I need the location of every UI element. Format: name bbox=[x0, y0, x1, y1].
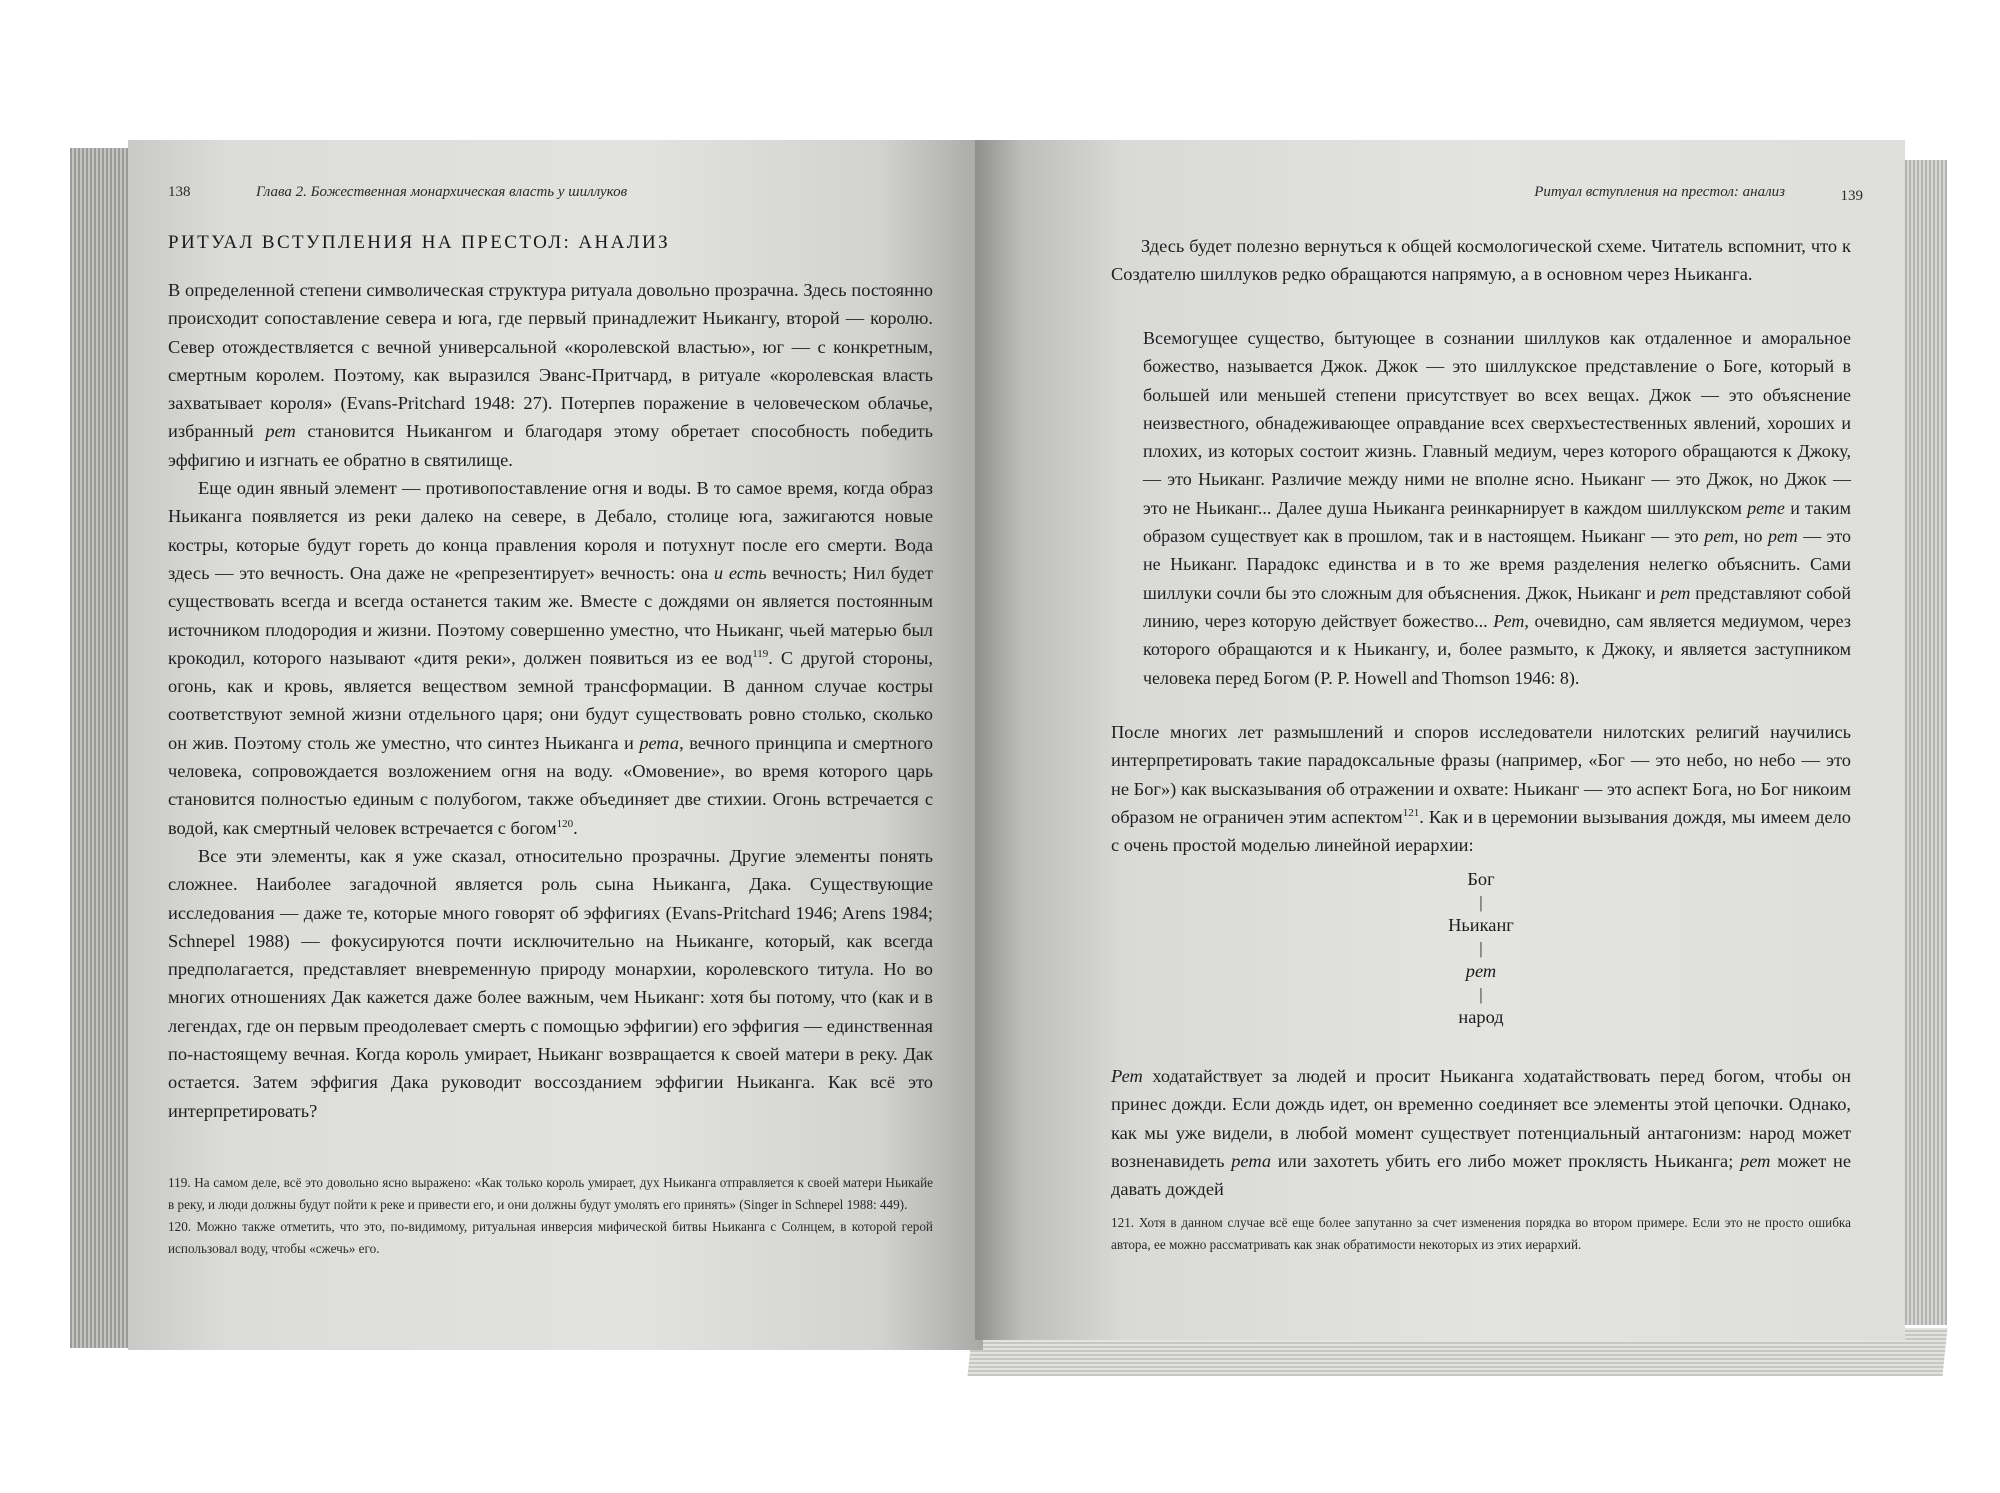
right-page bbox=[975, 140, 1905, 1340]
footnote-ref[interactable]: 121 bbox=[1402, 806, 1420, 819]
page-number: 139 bbox=[1840, 188, 1863, 204]
footnote: 119. На самом деле, всё это довольно ясно выражено: «Как только король умирает, дух Ньиканга отправляется к своей матери Ньикайе в реку, и люди должны будут пойти к реке и привести его, и они должны будут умолять его принять» (Singer in Schnepel 1988: 449). bbox=[168, 1175, 933, 1212]
paragraph: Все эти элементы, как я уже сказал, относительно прозрачны. Другие элементы понять сложнее. Наиболее загадочной является роль сына Ньиканга, Дака. Существующие исследования — даже те, которые много говорят об эффигиях (Evans-Pritchard 1946; Arens 1984; Schnepel 1988) — фокусируются почти исключительно на Ньиканге, который, как всегда предполагается, представляет вневременную природу монархии, королевского титула. Но во многих отношениях Дак кажется даже более важным, чем Ньиканг: хотя бы потому, что (как и в легендах, где он первым преодолевает смерть с помощью эффигии) его эффигия — единственная по-настоящему вечная. Когда король умирает, Ньиканг возвращается к своей матери в реку. Дак остается. Затем эффигия Дака руководит воссозданием эффигии Ньиканга. Как всё это интерпретировать? bbox=[168, 845, 933, 1121]
hierarchy-level: рет bbox=[1465, 961, 1497, 981]
hierarchy-connector: | bbox=[1479, 939, 1483, 958]
block-quote bbox=[1143, 324, 1851, 692]
body-text bbox=[1111, 1062, 1851, 1203]
footnote: 121. Хотя в данном случае всё еще более запутанно за счет изменения порядка во втором примере. Если это не просто ошибка автора, ее можно рассматривать как знак обратимости некоторых из этих иерархий. bbox=[1111, 1215, 1851, 1252]
body-text bbox=[1111, 718, 1851, 859]
right-page-edges bbox=[1905, 160, 1947, 1325]
section-heading: РИТУАЛ ВСТУПЛЕНИЯ НА ПРЕСТОЛ: АНАЛИЗ bbox=[168, 232, 671, 253]
footnote: 120. Можно также отметить, что это, по-видимому, ритуальная инверсия мифической битвы Ньиканга с Солнцем, в которой герой использовал воду, чтобы «сжечь» его. bbox=[168, 1219, 933, 1256]
hierarchy-connector: | bbox=[1479, 893, 1483, 912]
body-text bbox=[1111, 232, 1851, 289]
paragraph: Рет ходатайствует за людей и просит Ньиканга ходатайствовать перед богом, чтобы он принес дожди. Если дождь идет, он временно соединяет все элементы этой цепочки. Однако, как мы уже видели, в любой момент существует потенциальный антагонизм: народ может возненавидеть рета или захотеть убить его либо может проклясть Ньиканга; рет может не давать дождей bbox=[1111, 1066, 1851, 1200]
paragraph: В определенной степени символическая структура ритуала довольно прозрачна. Здесь постоянно происходит сопоставление севера и юга, где первый принадлежит Ньикангу, второй — королю. Север отождествляется с вечной универсальной «королевской властью», юг — с конкретным, смертным королем. Поэтому, как выразился Эванс-Притчард, в ритуале «королевская власть захватывает короля» (Evans-Pritchard 1948: 27). Потерпев поражение в человеческом облачье, избранный рет становится Ньикангом и благодаря этому обретает способность победить эффигию и изгнать ее обратно в святилище. bbox=[168, 280, 933, 470]
paragraph: Еще один явный элемент — противопоставление огня и воды. В то самое время, когда образ Ньиканга появляется из реки далеко на севере, в Дебало, столице юга, зажигаются новые костры, которые будут гореть до конца правления короля и потухнут после его смерти. Вода здесь — это вечность. Она даже не «репрезентирует» вечность: она и есть вечность; Нил будет существовать всегда и всегда останется таким же. Вместе с дождями он является постоянным источником плодородия и жизни. Поэтому совершенно уместно, что Ньиканг, чьей матерью был крокодил, которого называют «дитя реки», должен появиться из ее вод$^{119}$. С другой стороны, огонь, как и кровь, является веществом земной трансформации. В данном случае костры соответствуют земной жизни отдельного царя; они будут существовать ровно столько, сколько он жив. Поэтому столь же уместно, что синтез Ньиканга и рета, вечного принципа и смертного человека, сопровождается возложением огня на воду. «Омовение», во время которого царь становится полностью единым с полубогом, также объединяет две стихии. Огонь встречается с водой, как смертный человек встречается с богом$^{120}$. bbox=[168, 478, 934, 838]
footnotes bbox=[168, 1172, 933, 1260]
paragraph: Всемогущее существо, бытующее в сознании шиллуков как отдаленное и аморальное божество, называется Джок. Джок — это шиллукское представление о Боге, который в большей или меньшей степени присутствует во всех вещах. Джок — это объяснение неизвестного, обнадеживающее оправдание всех сверхъестественных явлений, хороших и плохих, из которых состоит жизнь. Главный медиум, через которого обращаются к Джоку, — это Ньиканг. Различие между ними не вполне ясно. Ньиканг — это Джок, но Джок — это не Ньиканг... Далее душа Ньиканга реинкарнирует в каждом шиллукском рете и таким образом существует как в прошлом, так и в настоящем. Ньиканг — это рет, но рет — это не Ньиканг. Парадокс единства и в то же время разделения нелегко объяснить. Сами шиллуки сочли бы это сложным для объяснения. Джок, Ньиканг и рет представляют собой линию, через которую действует божество... Рет, очевидно, сам является медиумом, через которого обращаются и к Ньикангу, и, более размыто, к Джоку, и является заступником человека перед Богом (P. P. Howell and Thomson 1946: 8). bbox=[1143, 328, 1851, 688]
hierarchy-level: народ bbox=[1458, 1007, 1504, 1027]
running-head: Глава 2. Божественная монархическая власть у шиллуков bbox=[256, 184, 628, 200]
page-number: 138 bbox=[168, 184, 191, 200]
left-page bbox=[128, 140, 983, 1350]
running-head: Ритуал вступления на престол: анализ bbox=[1534, 184, 1785, 200]
footnote-ref[interactable]: 120 bbox=[556, 817, 574, 830]
footnote-ref[interactable]: 119 bbox=[752, 647, 769, 660]
hierarchy-diagram bbox=[1111, 868, 1851, 1029]
footnotes bbox=[1111, 1212, 1851, 1256]
hierarchy-level: Бог bbox=[1467, 869, 1495, 889]
hierarchy-connector: | bbox=[1479, 985, 1483, 1004]
left-page-edges bbox=[70, 148, 130, 1348]
body-text bbox=[168, 276, 933, 1125]
paragraph: Здесь будет полезно вернуться к общей космологической схеме. Читатель вспомнит, что к Создателю шиллуков редко обращаются напрямую, а в основном через Ньиканга. bbox=[1111, 236, 1851, 285]
hierarchy-level: Ньиканг bbox=[1448, 915, 1514, 935]
paragraph: После многих лет размышлений и споров исследователи нилотских религий научились интерпретировать такие парадоксальные фразы (например, «Бог — это небо, но небо — это не Бог») как высказывания об отражении и охвате: Ньиканг — это аспект Бога, но Бог никоим образом не ограничен этим аспектом$^{121}$. Как и в церемонии вызывания дождя, мы имеем дело с очень простой моделью линейной иерархии: bbox=[1111, 722, 1851, 856]
